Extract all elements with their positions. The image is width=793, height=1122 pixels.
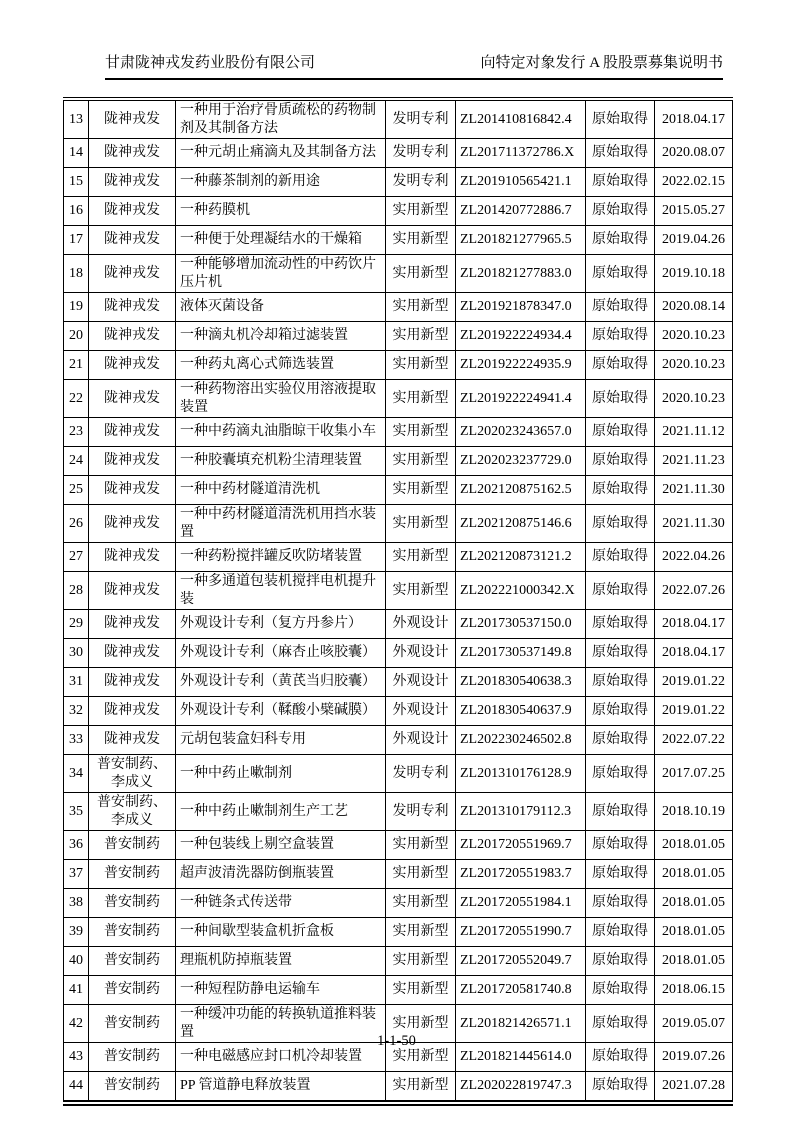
cell-serial-no: 42 xyxy=(64,1005,89,1043)
cell-patent-name: 一种链条式传送带 xyxy=(176,889,386,918)
cell-patent-type: 实用新型 xyxy=(386,380,456,418)
cell-acquisition-method: 原始取得 xyxy=(586,889,655,918)
cell-acquisition-method: 原始取得 xyxy=(586,139,655,168)
cell-serial-no: 14 xyxy=(64,139,89,168)
cell-patent-type: 实用新型 xyxy=(386,226,456,255)
cell-patent-name: PP 管道静电释放装置 xyxy=(176,1072,386,1104)
cell-serial-no: 16 xyxy=(64,197,89,226)
cell-acquisition-method: 原始取得 xyxy=(586,572,655,610)
cell-acquisition-method: 原始取得 xyxy=(586,351,655,380)
patent-table xyxy=(63,97,733,1106)
cell-grant-date: 2020.10.23 xyxy=(655,380,733,418)
cell-patent-name: 一种能够增加流动性的中药饮片压片机 xyxy=(176,255,386,293)
header-company-name: 甘肃陇神戎发药业股份有限公司 xyxy=(105,55,316,71)
cell-patent-name: 一种中药材隧道清洗机 xyxy=(176,476,386,505)
table-row xyxy=(64,976,733,1005)
cell-acquisition-method: 原始取得 xyxy=(586,476,655,505)
table-row xyxy=(64,380,733,418)
table-row xyxy=(64,505,733,543)
cell-patent-type: 实用新型 xyxy=(386,255,456,293)
table-row xyxy=(64,831,733,860)
cell-acquisition-method: 原始取得 xyxy=(586,610,655,639)
cell-patent-type: 实用新型 xyxy=(386,505,456,543)
cell-serial-no: 18 xyxy=(64,255,89,293)
cell-patent-type: 实用新型 xyxy=(386,860,456,889)
table-row xyxy=(64,293,733,322)
cell-grant-date: 2019.05.07 xyxy=(655,1005,733,1043)
cell-grant-date: 2015.05.27 xyxy=(655,197,733,226)
cell-acquisition-method: 原始取得 xyxy=(586,1043,655,1072)
cell-patent-type: 实用新型 xyxy=(386,197,456,226)
cell-patent-type: 发明专利 xyxy=(386,168,456,197)
cell-patent-number: ZL201720552049.7 xyxy=(456,947,586,976)
cell-patent-number: ZL202023237729.0 xyxy=(456,447,586,476)
cell-serial-no: 25 xyxy=(64,476,89,505)
patent-table-body xyxy=(64,99,733,1103)
table-row xyxy=(64,255,733,293)
cell-patent-type: 实用新型 xyxy=(386,831,456,860)
table-row xyxy=(64,197,733,226)
table-row xyxy=(64,889,733,918)
cell-patent-name: 一种缓冲功能的转换轨道推料装置 xyxy=(176,1005,386,1043)
cell-serial-no: 38 xyxy=(64,889,89,918)
cell-company: 陇神戎发 xyxy=(89,668,176,697)
cell-patent-name: 理瓶机防掉瓶装置 xyxy=(176,947,386,976)
cell-serial-no: 31 xyxy=(64,668,89,697)
cell-company: 陇神戎发 xyxy=(89,322,176,351)
cell-acquisition-method: 原始取得 xyxy=(586,99,655,139)
cell-serial-no: 26 xyxy=(64,505,89,543)
cell-grant-date: 2018.04.17 xyxy=(655,639,733,668)
cell-patent-name: 外观设计专利（麻杏止咳胶囊） xyxy=(176,639,386,668)
cell-patent-number: ZL202221000342.X xyxy=(456,572,586,610)
cell-serial-no: 29 xyxy=(64,610,89,639)
cell-grant-date: 2021.11.30 xyxy=(655,476,733,505)
cell-patent-name: 液体灭菌设备 xyxy=(176,293,386,322)
cell-patent-type: 实用新型 xyxy=(386,447,456,476)
cell-acquisition-method: 原始取得 xyxy=(586,380,655,418)
cell-acquisition-method: 原始取得 xyxy=(586,543,655,572)
cell-patent-type: 实用新型 xyxy=(386,1005,456,1043)
cell-patent-type: 实用新型 xyxy=(386,1043,456,1072)
cell-grant-date: 2018.01.05 xyxy=(655,860,733,889)
cell-patent-name: 一种中药止嗽制剂生产工艺 xyxy=(176,793,386,831)
table-row xyxy=(64,918,733,947)
cell-patent-type: 外观设计 xyxy=(386,639,456,668)
cell-patent-number: ZL201711372786.X xyxy=(456,139,586,168)
cell-company: 陇神戎发 xyxy=(89,99,176,139)
table-row xyxy=(64,476,733,505)
cell-company: 陇神戎发 xyxy=(89,447,176,476)
cell-patent-number: ZL201720551969.7 xyxy=(456,831,586,860)
cell-serial-no: 39 xyxy=(64,918,89,947)
cell-company: 陇神戎发 xyxy=(89,697,176,726)
cell-acquisition-method: 原始取得 xyxy=(586,322,655,351)
cell-patent-type: 发明专利 xyxy=(386,793,456,831)
cell-serial-no: 33 xyxy=(64,726,89,755)
table-row xyxy=(64,860,733,889)
cell-company: 陇神戎发 xyxy=(89,726,176,755)
cell-company: 普安制药 xyxy=(89,1043,176,1072)
cell-company: 陇神戎发 xyxy=(89,226,176,255)
cell-company: 普安制药 xyxy=(89,918,176,947)
cell-serial-no: 23 xyxy=(64,418,89,447)
cell-company: 普安制药 xyxy=(89,1005,176,1043)
cell-patent-name: 一种药膜机 xyxy=(176,197,386,226)
cell-acquisition-method: 原始取得 xyxy=(586,755,655,793)
cell-patent-type: 实用新型 xyxy=(386,1072,456,1104)
cell-acquisition-method: 原始取得 xyxy=(586,447,655,476)
cell-serial-no: 24 xyxy=(64,447,89,476)
cell-patent-type: 外观设计 xyxy=(386,610,456,639)
cell-serial-no: 41 xyxy=(64,976,89,1005)
cell-serial-no: 21 xyxy=(64,351,89,380)
cell-patent-name: 一种便于处理凝结水的干燥箱 xyxy=(176,226,386,255)
cell-patent-number: ZL201720551984.1 xyxy=(456,889,586,918)
cell-serial-no: 20 xyxy=(64,322,89,351)
cell-company: 普安制药 xyxy=(89,860,176,889)
table-row xyxy=(64,755,733,793)
cell-grant-date: 2022.02.15 xyxy=(655,168,733,197)
cell-patent-number: ZL201720581740.8 xyxy=(456,976,586,1005)
cell-patent-type: 实用新型 xyxy=(386,293,456,322)
cell-serial-no: 32 xyxy=(64,697,89,726)
cell-patent-name: 一种元胡止痛滴丸及其制备方法 xyxy=(176,139,386,168)
cell-company: 陇神戎发 xyxy=(89,197,176,226)
cell-patent-name: 一种滴丸机冷却箱过滤装置 xyxy=(176,322,386,351)
cell-acquisition-method: 原始取得 xyxy=(586,831,655,860)
cell-grant-date: 2018.04.17 xyxy=(655,99,733,139)
cell-patent-number: ZL201830540638.3 xyxy=(456,668,586,697)
cell-grant-date: 2019.04.26 xyxy=(655,226,733,255)
cell-company: 陇神戎发 xyxy=(89,293,176,322)
cell-serial-no: 22 xyxy=(64,380,89,418)
cell-serial-no: 34 xyxy=(64,755,89,793)
cell-patent-type: 实用新型 xyxy=(386,322,456,351)
cell-company: 普安制药、李成义 xyxy=(89,793,176,831)
cell-acquisition-method: 原始取得 xyxy=(586,1005,655,1043)
cell-patent-name: 一种用于治疗骨质疏松的药物制剂及其制备方法 xyxy=(176,99,386,139)
cell-patent-name: 一种电磁感应封口机冷却装置 xyxy=(176,1043,386,1072)
cell-acquisition-method: 原始取得 xyxy=(586,418,655,447)
cell-grant-date: 2020.10.23 xyxy=(655,351,733,380)
cell-acquisition-method: 原始取得 xyxy=(586,639,655,668)
table-row xyxy=(64,947,733,976)
cell-patent-number: ZL202023243657.0 xyxy=(456,418,586,447)
cell-patent-name: 一种短程防静电运输车 xyxy=(176,976,386,1005)
cell-serial-no: 40 xyxy=(64,947,89,976)
header-doc-title: 向特定对象发行 A 股股票募集说明书 xyxy=(480,55,723,71)
cell-patent-number: ZL201720551983.7 xyxy=(456,860,586,889)
cell-patent-name: 一种药物溶出实验仪用溶液提取装置 xyxy=(176,380,386,418)
cell-patent-number: ZL201821445614.0 xyxy=(456,1043,586,1072)
cell-patent-name: 一种多通道包装机搅拌电机提升装 xyxy=(176,572,386,610)
cell-patent-name: 一种药粉搅拌罐反吹防堵装置 xyxy=(176,543,386,572)
table-row xyxy=(64,639,733,668)
cell-grant-date: 2020.10.23 xyxy=(655,322,733,351)
cell-serial-no: 44 xyxy=(64,1072,89,1104)
cell-serial-no: 28 xyxy=(64,572,89,610)
cell-patent-number: ZL202120875162.5 xyxy=(456,476,586,505)
cell-grant-date: 2018.01.05 xyxy=(655,889,733,918)
cell-patent-type: 实用新型 xyxy=(386,572,456,610)
cell-company: 陇神戎发 xyxy=(89,572,176,610)
cell-company: 普安制药 xyxy=(89,976,176,1005)
cell-patent-type: 实用新型 xyxy=(386,889,456,918)
cell-patent-type: 实用新型 xyxy=(386,543,456,572)
cell-company: 陇神戎发 xyxy=(89,476,176,505)
cell-grant-date: 2019.01.22 xyxy=(655,697,733,726)
cell-acquisition-method: 原始取得 xyxy=(586,255,655,293)
cell-acquisition-method: 原始取得 xyxy=(586,226,655,255)
cell-grant-date: 2018.01.05 xyxy=(655,947,733,976)
cell-grant-date: 2020.08.14 xyxy=(655,293,733,322)
table-row xyxy=(64,610,733,639)
table-row xyxy=(64,1072,733,1104)
cell-patent-number: ZL202120873121.2 xyxy=(456,543,586,572)
cell-patent-type: 外观设计 xyxy=(386,697,456,726)
cell-acquisition-method: 原始取得 xyxy=(586,505,655,543)
cell-grant-date: 2018.04.17 xyxy=(655,610,733,639)
cell-serial-no: 13 xyxy=(64,99,89,139)
table-row xyxy=(64,697,733,726)
cell-serial-no: 15 xyxy=(64,168,89,197)
cell-patent-name: 一种间歇型装盒机折盒板 xyxy=(176,918,386,947)
cell-serial-no: 27 xyxy=(64,543,89,572)
table-row xyxy=(64,322,733,351)
cell-company: 陇神戎发 xyxy=(89,610,176,639)
cell-patent-number: ZL201730537150.0 xyxy=(456,610,586,639)
cell-patent-number: ZL202022819747.3 xyxy=(456,1072,586,1104)
cell-patent-type: 外观设计 xyxy=(386,726,456,755)
cell-grant-date: 2022.07.22 xyxy=(655,726,733,755)
cell-patent-type: 发明专利 xyxy=(386,99,456,139)
table-row xyxy=(64,168,733,197)
cell-company: 普安制药 xyxy=(89,889,176,918)
cell-company: 陇神戎发 xyxy=(89,543,176,572)
cell-grant-date: 2018.01.05 xyxy=(655,918,733,947)
cell-patent-number: ZL202230246502.8 xyxy=(456,726,586,755)
cell-patent-name: 一种中药滴丸油脂晾干收集小车 xyxy=(176,418,386,447)
cell-grant-date: 2020.08.07 xyxy=(655,139,733,168)
cell-patent-number: ZL201830540637.9 xyxy=(456,697,586,726)
table-row xyxy=(64,351,733,380)
cell-patent-name: 一种中药止嗽制剂 xyxy=(176,755,386,793)
cell-company: 陇神戎发 xyxy=(89,139,176,168)
page-header xyxy=(105,52,723,80)
cell-grant-date: 2022.04.26 xyxy=(655,543,733,572)
cell-patent-name: 外观设计专利（复方丹参片） xyxy=(176,610,386,639)
cell-grant-date: 2021.11.30 xyxy=(655,505,733,543)
cell-grant-date: 2021.07.28 xyxy=(655,1072,733,1104)
cell-company: 普安制药 xyxy=(89,1072,176,1104)
table-row xyxy=(64,793,733,831)
cell-company: 陇神戎发 xyxy=(89,351,176,380)
cell-serial-no: 17 xyxy=(64,226,89,255)
cell-patent-number: ZL201730537149.8 xyxy=(456,639,586,668)
cell-company: 普安制药、李成义 xyxy=(89,755,176,793)
cell-serial-no: 19 xyxy=(64,293,89,322)
cell-patent-type: 发明专利 xyxy=(386,755,456,793)
cell-patent-type: 外观设计 xyxy=(386,668,456,697)
cell-patent-type: 实用新型 xyxy=(386,351,456,380)
cell-grant-date: 2018.01.05 xyxy=(655,831,733,860)
cell-grant-date: 2019.10.18 xyxy=(655,255,733,293)
cell-company: 陇神戎发 xyxy=(89,255,176,293)
page-footer xyxy=(0,1033,793,1050)
cell-patent-number: ZL201921878347.0 xyxy=(456,293,586,322)
cell-patent-name: 外观设计专利（黄芪当归胶囊） xyxy=(176,668,386,697)
table-row xyxy=(64,418,733,447)
cell-company: 陇神戎发 xyxy=(89,380,176,418)
cell-company: 陇神戎发 xyxy=(89,168,176,197)
cell-patent-name: 一种包装线上剔空盒装置 xyxy=(176,831,386,860)
cell-serial-no: 43 xyxy=(64,1043,89,1072)
table-row xyxy=(64,226,733,255)
cell-grant-date: 2021.11.12 xyxy=(655,418,733,447)
cell-acquisition-method: 原始取得 xyxy=(586,976,655,1005)
cell-serial-no: 36 xyxy=(64,831,89,860)
cell-acquisition-method: 原始取得 xyxy=(586,197,655,226)
cell-patent-name: 一种中药材隧道清洗机用挡水装置 xyxy=(176,505,386,543)
cell-patent-name: 一种药丸离心式筛选装置 xyxy=(176,351,386,380)
cell-patent-number: ZL201821426571.1 xyxy=(456,1005,586,1043)
table-row xyxy=(64,668,733,697)
cell-serial-no: 35 xyxy=(64,793,89,831)
cell-patent-number: ZL201821277965.5 xyxy=(456,226,586,255)
cell-acquisition-method: 原始取得 xyxy=(586,947,655,976)
cell-company: 普安制药 xyxy=(89,947,176,976)
table-row xyxy=(64,572,733,610)
cell-company: 陇神戎发 xyxy=(89,639,176,668)
cell-serial-no: 37 xyxy=(64,860,89,889)
table-row xyxy=(64,726,733,755)
cell-patent-number: ZL201910565421.1 xyxy=(456,168,586,197)
cell-patent-number: ZL201922224935.9 xyxy=(456,351,586,380)
cell-patent-name: 元胡包装盒妇科专用 xyxy=(176,726,386,755)
table-row xyxy=(64,99,733,139)
cell-patent-name: 超声波清洗器防倒瓶装置 xyxy=(176,860,386,889)
cell-acquisition-method: 原始取得 xyxy=(586,1072,655,1104)
table-row xyxy=(64,543,733,572)
page-number: 1-1-50 xyxy=(377,1033,416,1049)
cell-patent-number: ZL201310179112.3 xyxy=(456,793,586,831)
cell-grant-date: 2022.07.26 xyxy=(655,572,733,610)
cell-company: 陇神戎发 xyxy=(89,505,176,543)
cell-acquisition-method: 原始取得 xyxy=(586,168,655,197)
cell-acquisition-method: 原始取得 xyxy=(586,918,655,947)
cell-patent-number: ZL201420772886.7 xyxy=(456,197,586,226)
cell-patent-type: 实用新型 xyxy=(386,918,456,947)
cell-acquisition-method: 原始取得 xyxy=(586,793,655,831)
cell-acquisition-method: 原始取得 xyxy=(586,293,655,322)
cell-patent-number: ZL202120875146.6 xyxy=(456,505,586,543)
cell-patent-number: ZL201922224934.4 xyxy=(456,322,586,351)
cell-patent-type: 实用新型 xyxy=(386,476,456,505)
cell-patent-number: ZL201310176128.9 xyxy=(456,755,586,793)
cell-grant-date: 2019.07.26 xyxy=(655,1043,733,1072)
cell-patent-number: ZL201410816842.4 xyxy=(456,99,586,139)
cell-company: 普安制药 xyxy=(89,831,176,860)
cell-patent-name: 一种胶囊填充机粉尘清理装置 xyxy=(176,447,386,476)
cell-patent-type: 发明专利 xyxy=(386,139,456,168)
cell-grant-date: 2021.11.23 xyxy=(655,447,733,476)
cell-grant-date: 2017.07.25 xyxy=(655,755,733,793)
cell-patent-type: 实用新型 xyxy=(386,947,456,976)
cell-acquisition-method: 原始取得 xyxy=(586,726,655,755)
cell-grant-date: 2018.10.19 xyxy=(655,793,733,831)
cell-company: 陇神戎发 xyxy=(89,418,176,447)
cell-patent-number: ZL201720551990.7 xyxy=(456,918,586,947)
cell-patent-name: 外观设计专利（鞣酸小檗碱膜） xyxy=(176,697,386,726)
cell-patent-type: 实用新型 xyxy=(386,976,456,1005)
cell-acquisition-method: 原始取得 xyxy=(586,668,655,697)
cell-acquisition-method: 原始取得 xyxy=(586,697,655,726)
table-row xyxy=(64,447,733,476)
cell-grant-date: 2019.01.22 xyxy=(655,668,733,697)
table-row xyxy=(64,139,733,168)
cell-grant-date: 2018.06.15 xyxy=(655,976,733,1005)
cell-patent-type: 实用新型 xyxy=(386,418,456,447)
cell-patent-number: ZL201821277883.0 xyxy=(456,255,586,293)
cell-patent-number: ZL201922224941.4 xyxy=(456,380,586,418)
cell-serial-no: 30 xyxy=(64,639,89,668)
cell-patent-name: 一种藤茶制剂的新用途 xyxy=(176,168,386,197)
cell-acquisition-method: 原始取得 xyxy=(586,860,655,889)
